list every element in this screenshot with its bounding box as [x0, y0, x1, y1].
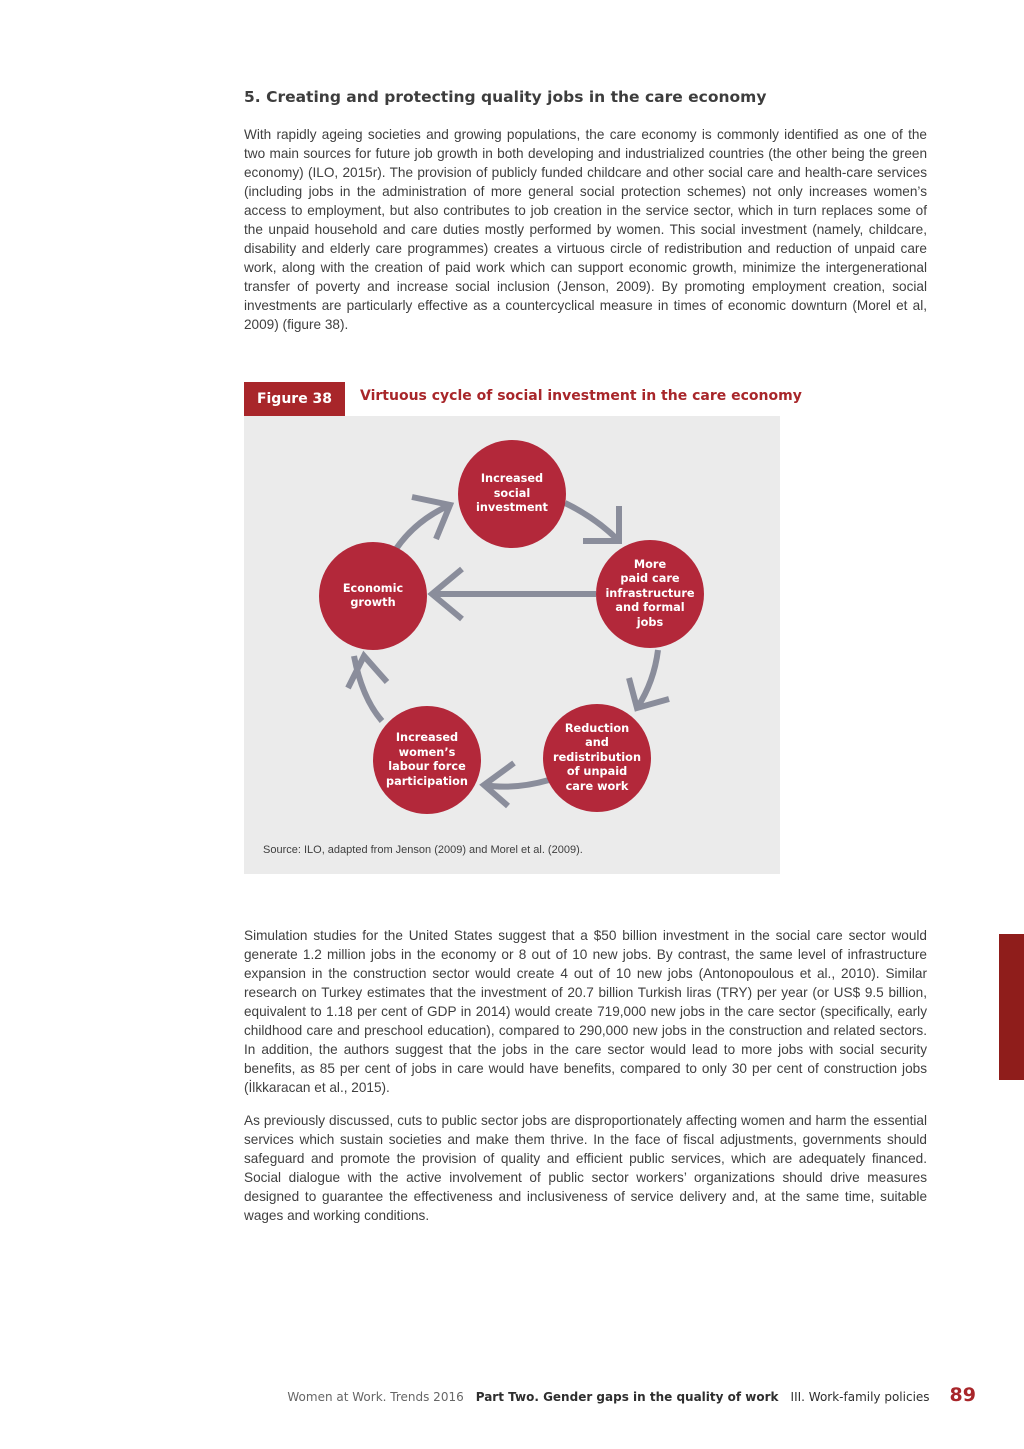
- figure-panel: [244, 416, 780, 874]
- footer-chapter: III. Work-family policies: [790, 1390, 930, 1404]
- figure-label: Figure 38: [244, 382, 345, 416]
- figure-source: Source: ILO, adapted from Jenson (2009) and Morel et al. (2009).: [263, 844, 583, 856]
- footer-publication: Women at Work. Trends 2016: [287, 1390, 464, 1404]
- node-more-paid-care-jobs: More paid care infrastructure and formal jobs: [596, 540, 704, 648]
- figure-title: Virtuous cycle of social investment in the care economy: [360, 388, 802, 404]
- page-footer: [287, 1384, 976, 1406]
- body-paragraph: Simulation studies for the United States suggest that a $50 billion investment in the social care sector would generate 1.2 million jobs in the economy or 8 out of 10 new jobs. By contrast, the same level of infrastructure expansion in the construction sector would create 4 out of 10 new jobs (Antonopoulous et al., 2010). Similar research on Turkey estimates that the investment of 20.7 billion Turkish liras (TRY) per year (or US$ 9.5 billion, equivalent to 1.18 per cent of GDP in 2014) would create 719,000 new jobs in the care sector (specifically, early childhood care and preschool education), compared to 290,000 new jobs in the construction and related sectors. In addition, the authors suggest that the jobs in the care sector would lead to more jobs with social security benefits, as 85 per cent of jobs in care would have benefits, compared to only 30 per cent of construction jobs (İlkkaracan et al., 2015).: [244, 928, 927, 1095]
- node-economic-growth: Economic growth: [319, 542, 427, 650]
- arrow-investment-to-jobs: [565, 503, 619, 541]
- section-heading: 5. Creating and protecting quality jobs in the care economy: [244, 88, 767, 106]
- chapter-side-tab: [999, 934, 1024, 1080]
- node-increased-social-investment: Increased social investment: [458, 440, 566, 548]
- arrow-jobs-to-reduction: [637, 650, 658, 708]
- node-reduction-unpaid-care-work: Reduction and redistribution of unpaid care work: [543, 704, 651, 812]
- page-number: 89: [949, 1384, 976, 1406]
- node-womens-labour-participation: Increased women’s labour force participation: [373, 706, 481, 814]
- body-paragraph: As previously discussed, cuts to public sector jobs are disproportionately affecting women and harm the essential services which sustain societies and make them thrive. In the face of fiscal adjustments, governments should safeguard and promote the provision of quality and efficient public services, which are adequately financed. Social dialogue with the active involvement of public sector workers’ organizations should drive measures designed to guarantee the effectiveness and inclusiveness of service delivery and, at the same time, suitable wages and working conditions.: [244, 1113, 927, 1223]
- body-paragraph: With rapidly ageing societies and growing populations, the care economy is commonly identified as one of the two main sources for future job growth in both developing and industrialized countries (the other being the green economy) (ILO, 2015r). The provision of publicly funded childcare and other social care and health-care services (including jobs in the administration of more general social protection schemes) not only increases women’s access to employment, but also contributes to job creation in the service sector, which in turn replaces some of the unpaid household and care duties mostly performed by women. This social investment (namely, childcare, disability and elderly care programmes) creates a virtuous circle of redistribution and reduction of unpaid care work, along with the creation of paid work which can support economic growth, minimize the intergenerational transfer of poverty and increase social inclusion (Jenson, 2009). By promoting employment creation, social investments are particularly effective as a countercyclical measure in times of economic downturn (Morel et al, 2009) (figure 38).: [244, 127, 927, 332]
- footer-part: Part Two. Gender gaps in the quality of work: [475, 1390, 779, 1404]
